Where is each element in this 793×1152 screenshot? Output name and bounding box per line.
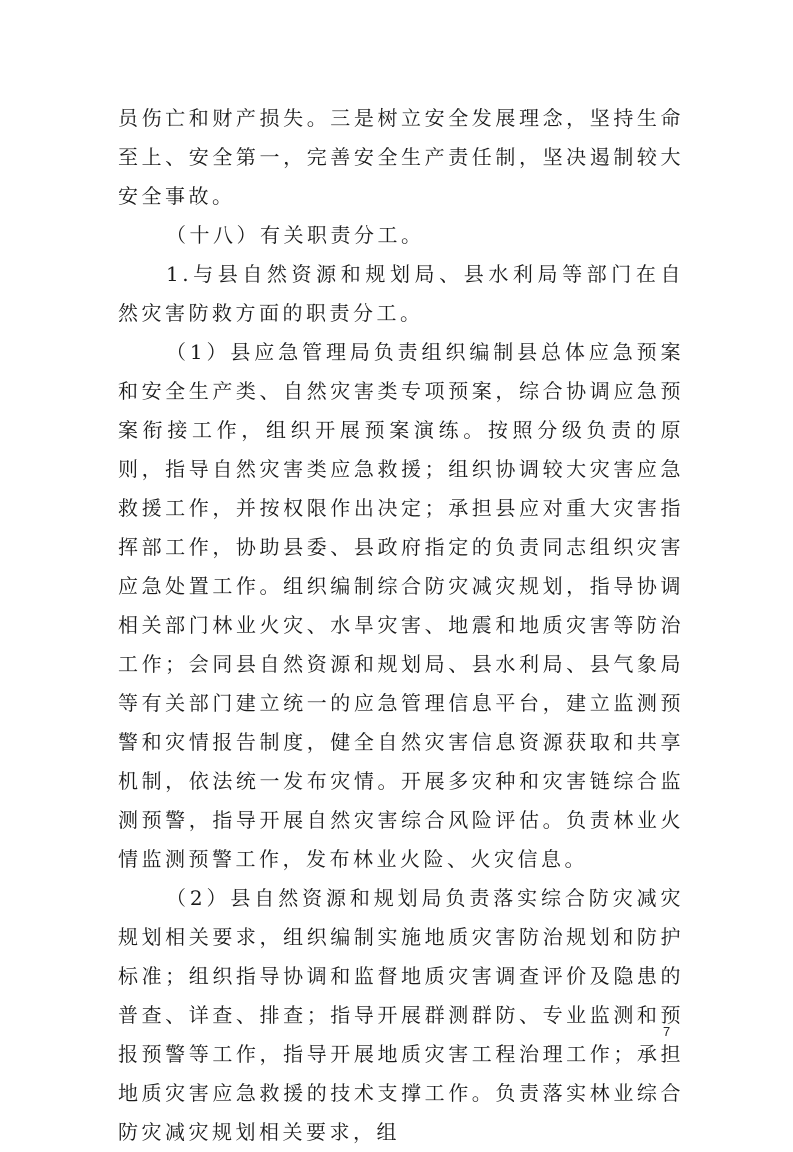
page-number: 7	[663, 1024, 671, 1039]
section-heading: （十八）有关职责分工。	[166, 223, 425, 247]
document-body	[118, 99, 684, 1152]
paragraph-continuation: 员伤亡和财产损失。三是树立安全发展理念，坚持生命至上、安全第一，完善安全生产责任制，坚决遏制较大安全事故。	[118, 106, 684, 208]
paragraph-item-1: （1）县应急管理局负责组织编制县总体应急预案和安全生产类、自然灾害类专项预案，综合协调应急预案衔接工作，组织开展预案演练。按照分级负责的原则，指导自然灾害类应急救援；组织协调较大灾害应急救援工作，并按权限作出决定；承担县应对重大灾害指挥部工作，协助县委、县政府指定的负责同志组织灾害应急处置工作。组织编制综合防灾减灾规划，指导协调相关部门林业火灾、水旱灾害、地震和地质灾害等防治工作；会同县自然资源和规划局、县水利局、县气象局等有关部门建立统一的应急管理信息平台，建立监测预警和灾情报告制度，健全自然灾害信息资源获取和共享机制，依法统一发布灾情。开展多灾种和灾害链综合监测预警，指导开展自然灾害综合风险评估。负责林业火情监测预警工作，发布林业火险、火灾信息。	[118, 340, 684, 871]
paragraph-item-2: （2）县自然资源和规划局负责落实综合防灾减灾规划相关要求，组织编制实施地质灾害防治规划和防护标准；组织指导协调和监督地质灾害调查评价及隐患的普查、详查、排查；指导开展群测群防、专业监测和预报预警等工作，指导开展地质灾害工程治理工作；承担地质灾害应急救援的技术支撑工作。负责落实林业综合防灾减灾规划相关要求，组	[118, 886, 684, 1144]
subsection-heading: 1.与县自然资源和规划局、县水利局等部门在自然灾害防救方面的职责分工。	[118, 262, 684, 325]
